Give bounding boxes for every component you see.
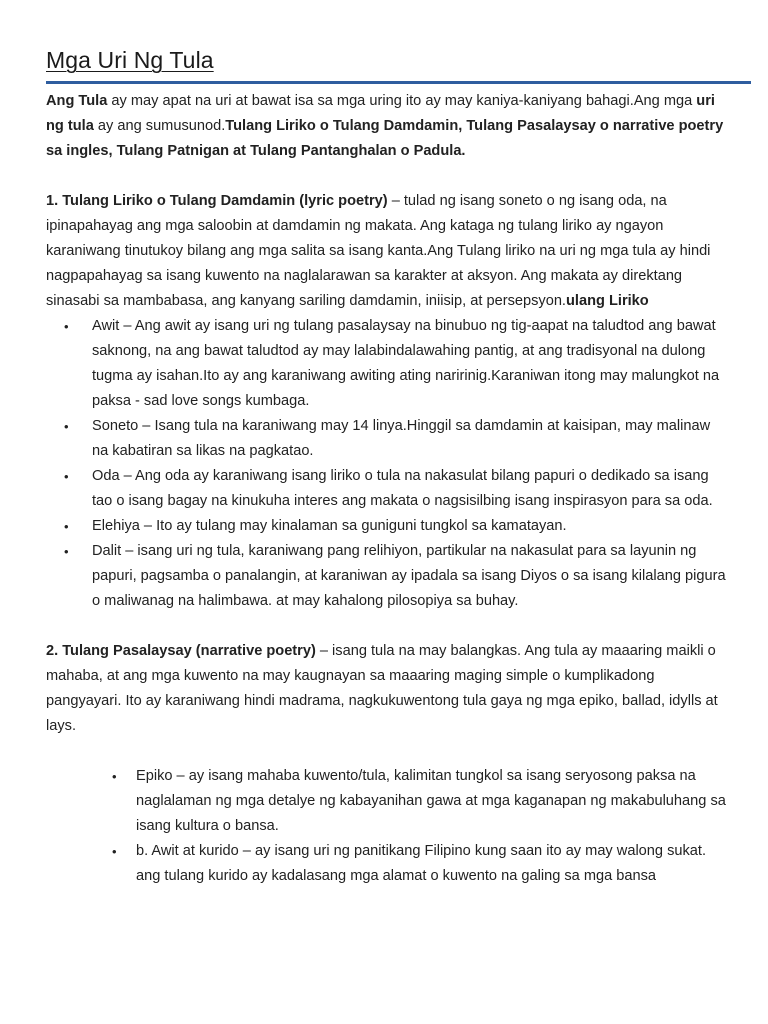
list-item: [46, 414, 726, 464]
list-item-text: b. Awit at kurido – ay isang uri ng panitikang Filipino kung saan ito ay may walong sukat. ang tulang kurido ay kadalasang mga alamat o kuwento na galing sa mga bansa: [136, 843, 707, 884]
section2-paragraph: [46, 639, 726, 739]
section2-text: – isang tula na may balangkas. Ang tula ay maaaring maikli o mahaba, at ang mga kuwento na may kaugnayan sa maaaring maging simple o kumplikadong pangyayari. Ito ay karaniwang hindi madrama, nagkukuwentong tula gaya ng mga epiko, ballad, idylls at lays.: [46, 643, 718, 734]
section2-list: [46, 764, 726, 889]
intro-bold-3: Tulang Liriko o Tulang Damdamin, Tulang Pasalaysay o narrative poetry sa ingles, Tulang Patnigan at Tulang Pantanghalan o Padula.: [46, 118, 724, 159]
intro-paragraph: [46, 89, 726, 164]
title-rule: [46, 81, 751, 84]
bullet-icon: •: [64, 519, 69, 534]
spacer: [46, 164, 726, 189]
intro-bold-2: uri ng tula: [46, 93, 715, 134]
bullet-icon: •: [112, 844, 117, 859]
section1-trail: ulang Liriko: [566, 293, 649, 309]
section1-paragraph: [46, 189, 726, 314]
bullet-icon: •: [64, 319, 69, 334]
list-item-text: Elehiya – Ito ay tulang may kinalaman sa guniguni tungkol sa kamatayan.: [92, 518, 567, 534]
intro-text-1: ay may apat na uri at bawat isa sa mga uring ito ay may kaniya-kaniyang bahagi.Ang mga: [107, 93, 697, 109]
list-item: [46, 539, 726, 614]
spacer: [46, 614, 726, 639]
section1-heading: 1. Tulang Liriko o Tulang Damdamin (lyric poetry): [46, 193, 388, 209]
intro-text-2: ay ang sumusunod.: [93, 118, 226, 134]
bullet-icon: •: [64, 419, 69, 434]
intro-bold-1: Ang Tula: [46, 93, 108, 109]
list-item: [46, 764, 726, 839]
list-item: [46, 839, 726, 889]
list-item-text: Dalit – isang uri ng tula, karaniwang pang relihiyon, partikular na nakasulat para sa layunin ng papuri, pagsamba o panalangin, at karaniwan ay ipadala sa isang Diyos o sa isang kilalang pigura o maliwanag na halimbawa. at may kahalong pilosopiya sa buhay.: [92, 543, 726, 609]
list-item-text: Awit – Ang awit ay isang uri ng tulang pasalaysay na binubuo ng tig-aapat na taludtod ang bawat saknong, na ang bawat taludtod ay may lalabindalawahing pantig, at ang tradisyonal na dulong tugma ay isahan.Ito ay ang karaniwang awiting ating naririnig.Karaniwan itong may malungkot na paksa - sad love songs kumbaga.: [92, 318, 720, 409]
list-item: [46, 314, 726, 414]
page-title: Mga Uri Ng Tula: [46, 47, 214, 73]
section1-text: – tulad ng isang soneto o ng isang oda, na ipinapahayag ang mga saloobin at damdamin ng makata. Ang kataga ng tulang liriko ay ngayon karaniwang tinutukoy bilang ang mga salita sa isang kanta.Ang Tulang liriko na uri ng mga tula ay hindi nagpapahayag sa isang kuwento na naglalarawan sa karakter at aksyon. Ang makata ay direktang sinasabi sa mambabasa, ang kanyang sariling damdamin, iniisip, at persepsyon.: [46, 193, 711, 309]
section1-list: [46, 314, 726, 614]
section2-heading: 2. Tulang Pasalaysay (narrative poetry): [46, 643, 316, 659]
document-body: [46, 89, 726, 889]
bullet-icon: •: [64, 544, 69, 559]
bullet-icon: •: [112, 769, 117, 784]
list-item-text: Soneto – Isang tula na karaniwang may 14 linya.Hinggil sa damdamin at kaisipan, may malinaw na kabatiran sa likas na pagkatao.: [92, 418, 711, 459]
list-item: [46, 514, 726, 539]
list-item-text: Epiko – ay isang mahaba kuwento/tula, kalimitan tungkol sa isang seryosong paksa na naglalaman ng mga detalye ng kabayanihan gawa at mga kaganapan ng makabuluhang sa isang kultura o bansa.: [136, 768, 726, 834]
list-item: [46, 464, 726, 514]
bullet-icon: •: [64, 469, 69, 484]
list-item-text: Oda – Ang oda ay karaniwang isang liriko o tula na nakasulat bilang papuri o dedikado sa isang tao o isang bagay na kinukuha interes ang makata o nagsisilbing isang inspirasyon para sa oda.: [92, 468, 713, 509]
